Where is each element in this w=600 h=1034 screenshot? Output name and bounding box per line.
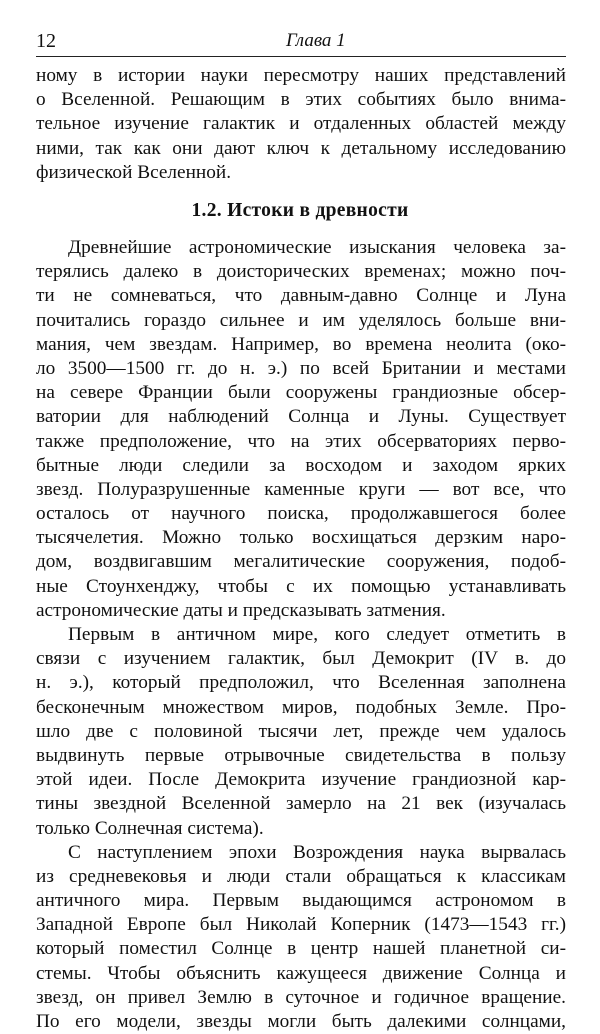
text-line: почитались гораздо сильнее и им уделялось больше вни-: [36, 309, 566, 331]
paragraph-1: [36, 236, 566, 623]
text-line: Первым в античном мире, кого следует отметить в: [68, 624, 566, 645]
text-line: о Вселенной. Решающим в этих событиях было внима-: [36, 89, 566, 111]
text-line: тельное изучение галактик и отдаленных областей между: [36, 113, 566, 135]
page-header: [36, 28, 566, 57]
text-line: шло две с половиной тысячи лет, прежде чем удалось: [36, 720, 566, 742]
text-line: античного мира. Первым выдающимся астрономом в: [36, 890, 566, 912]
text-line: этой идеи. После Демокрита изучение грандиозной кар-: [36, 769, 566, 791]
text-line: ло 3500—1500 гг. до н. э.) по всей Британии и местами: [36, 357, 566, 379]
page-number: 12: [36, 30, 56, 52]
text-line: ними, так как они дают ключ к детальному исследованию: [36, 137, 566, 159]
text-line: По его модели, звезды могли быть далекими солнцами,: [36, 1011, 566, 1032]
text-line: Западной Европе был Николай Коперник (1473—1543 гг.): [36, 914, 566, 936]
text-line: дом, воздвигавшим мегалитические сооружения, подоб-: [36, 551, 566, 573]
text-line: ти не сомневаться, что давным-давно Солнце и Луна: [36, 285, 566, 307]
text-line: звезд. Полуразрушенные каменные круги — вот все, что: [36, 478, 566, 500]
text-line: связи с изучением галактик, был Демокрит (IV в. до: [36, 648, 566, 670]
text-line: выдвинуть первые отрывочные свидетельства в пользу: [36, 744, 566, 766]
section-body: [36, 236, 566, 1034]
paragraph-2: [36, 623, 566, 841]
section-heading: 1.2. Истоки в древности: [191, 200, 409, 221]
text-line: бесконечным множеством миров, подобных Земле. Про-: [36, 696, 566, 718]
text-line: ному в истории науки пересмотру наших представлений: [36, 65, 566, 86]
text-line: физической Вселенной.: [36, 161, 232, 183]
text-line: н. э.), который предположил, что Вселенная заполнена: [36, 672, 566, 694]
running-head: Глава 1: [286, 30, 346, 51]
text-line: ватории для наблюдений Солнца и Луны. Существует: [36, 406, 566, 428]
text-line: ные Стоунхенджу, чтобы с их помощью устанавливать: [36, 575, 566, 597]
text-line: звезд, он привел Землю в суточное и годичное вращение.: [36, 986, 566, 1008]
text-line: на севере Франции были сооружены грандиозные обсер-: [36, 382, 566, 404]
text-line: тины звездной Вселенной замерло на 21 век (изучалась: [36, 793, 566, 815]
text-line: С наступлением эпохи Возрождения наука вырвалась: [68, 841, 566, 863]
paragraph-3: [36, 841, 566, 1034]
text-line: астрономические даты и предсказывать затмения.: [36, 599, 446, 621]
text-line: терялись далеко в доисторических временах; можно поч-: [36, 261, 566, 283]
text-line: из средневековья и люди стали обращаться к классикам: [36, 865, 566, 887]
text-line: только Солнечная система).: [36, 817, 264, 839]
text-line: тысячелетия. Можно только восхищаться дерзким наро-: [36, 527, 566, 549]
text-line: осталось от научного поиска, продолжавшегося более: [36, 503, 566, 525]
text-line: который поместил Солнце в центр нашей планетной си-: [36, 938, 566, 960]
text-line: также предположение, что на этих обсерваториях перво-: [36, 430, 566, 452]
text-line: мания, чем звездам. Например, во времена неолита (око-: [36, 333, 566, 355]
text-line: стемы. Чтобы объяснить кажущееся движение Солнца и: [36, 962, 566, 984]
intro-paragraph: [36, 64, 566, 185]
text-line: бытные люди следили за восходом и заходом ярких: [36, 454, 566, 476]
text-line: Древнейшие астрономические изыскания человека за-: [68, 237, 566, 258]
